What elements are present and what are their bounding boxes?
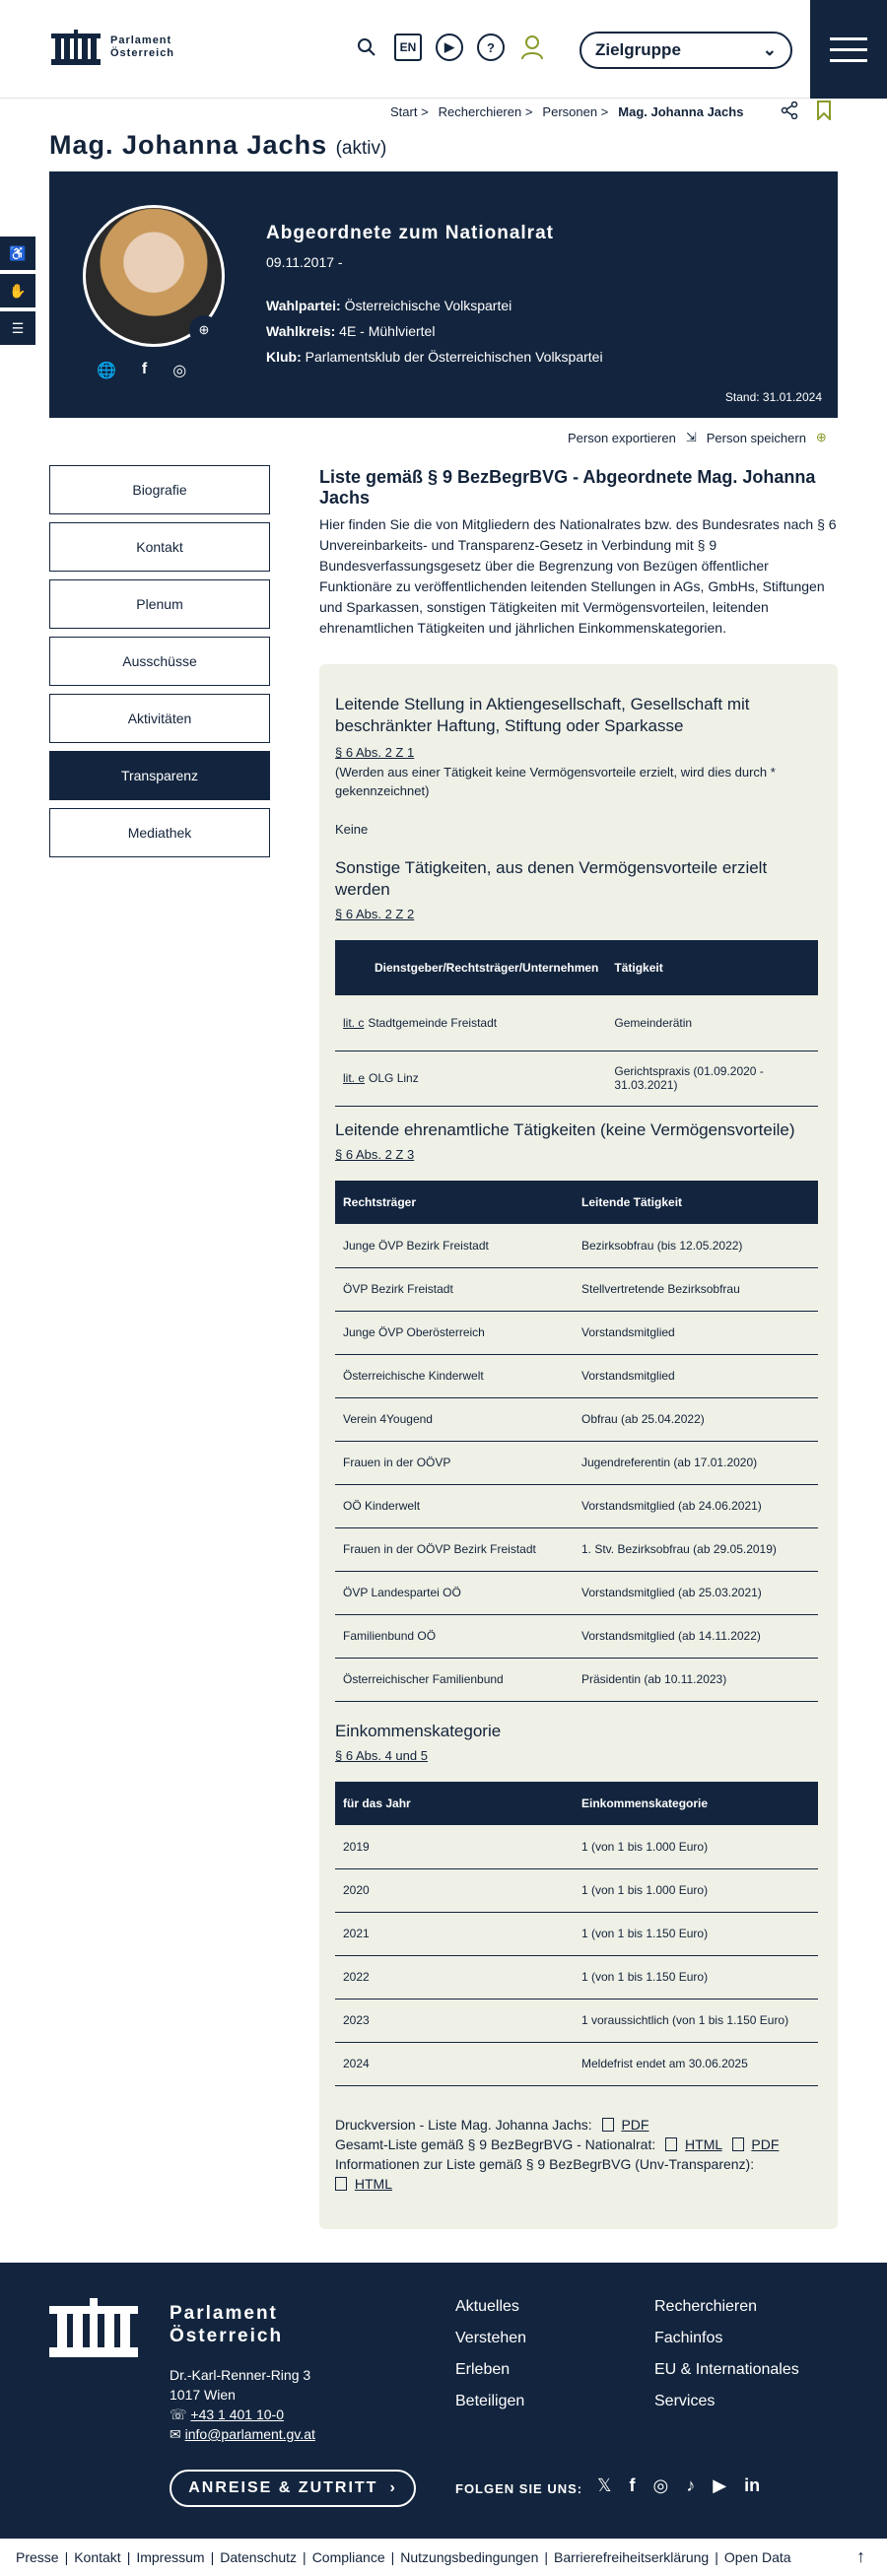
table-row: ÖVP Bezirk Freistadt Stellvertretende Bezirksobfrau: [335, 1267, 818, 1311]
website-globe-icon[interactable]: 🌐: [97, 363, 116, 379]
table-row: 2019 1 (von 1 bis 1.000 Euro): [335, 1825, 818, 1868]
table-row: 2021 1 (von 1 bis 1.150 Euro): [335, 1912, 818, 1955]
person-actions: [568, 430, 827, 445]
directions-access-button[interactable]: ANREISE & ZUTRITT ›: [170, 2470, 416, 2507]
user-account-icon[interactable]: [518, 34, 546, 61]
bottom-link-kontakt[interactable]: Kontakt: [74, 2549, 121, 2565]
sec4-col2-header: Einkommenskategorie: [574, 1782, 818, 1825]
target-group-select[interactable]: [580, 32, 792, 69]
person-status: (aktiv): [335, 138, 387, 159]
nav-aktivitaeten[interactable]: Aktivitäten: [49, 694, 270, 743]
sec1-law-link[interactable]: § 6 Abs. 2 Z 1: [335, 745, 415, 760]
footer-social-links: [597, 2475, 760, 2496]
target-group-value: Zielgruppe: [595, 40, 681, 59]
profile-stand-date: Stand: 31.01.2024: [724, 390, 822, 404]
bottom-link-open-data[interactable]: Open Data: [723, 2549, 791, 2565]
info-html-link[interactable]: HTML: [354, 2176, 393, 2192]
page-title: [49, 130, 386, 161]
follow-us-label: FOLGEN SIE UNS:: [455, 2481, 583, 2496]
bottom-link-datenschutz[interactable]: Datenschutz: [220, 2549, 298, 2565]
table-row: lit. e OLG Linz Gerichtspraxis (01.09.2020 - 31.03.2021): [335, 1051, 818, 1106]
page-tools: [781, 101, 832, 125]
logo-line1: Parlament: [110, 34, 172, 46]
footer-link-services[interactable]: Services: [654, 2393, 716, 2409]
sec4-heading: Einkommenskategorie: [335, 1722, 502, 1740]
profile-role: Abgeordnete zum Nationalrat: [266, 223, 554, 243]
table-row: Familienbund OÖ Vorstandsmitglied (ab 14.11.2022): [335, 1614, 818, 1658]
profile-navigation: [49, 465, 270, 857]
nav-transparenz[interactable]: Transparenz: [49, 751, 270, 800]
footer-link-verstehen[interactable]: Verstehen: [455, 2330, 527, 2346]
footer-link-erleben[interactable]: Erleben: [455, 2361, 511, 2378]
easy-language-icon[interactable]: ☰: [0, 311, 35, 345]
sec2-col2-header: Tätigkeit: [606, 940, 818, 995]
info-text: Informationen zur Liste gemäß § 9 BezBegrBVG (Unv-Transparenz):: [335, 2156, 755, 2172]
profile-social-links: [97, 361, 186, 380]
footer-link-beteiligen[interactable]: Beteiligen: [455, 2393, 525, 2409]
breadcrumb-personen[interactable]: Personen >: [542, 104, 609, 119]
header-tools: [353, 34, 546, 61]
hamburger-menu-button[interactable]: [810, 0, 887, 99]
parliament-logo-icon: [51, 30, 101, 65]
table-row: 2022 1 (von 1 bis 1.150 Euro): [335, 1955, 818, 1999]
footer-link-recherchieren[interactable]: Recherchieren: [654, 2298, 758, 2315]
sec3-heading: Leitende ehrenamtliche Tätigkeiten (keine Vermögensvorteile): [335, 1120, 795, 1139]
search-icon[interactable]: [353, 34, 380, 61]
parliament-logo-icon: [49, 2298, 138, 2357]
language-button[interactable]: EN: [394, 34, 422, 61]
profile-banner: [49, 171, 838, 418]
export-icon[interactable]: ⇲: [685, 430, 697, 444]
sign-language-icon[interactable]: ✋: [0, 274, 35, 307]
profile-wahlpartei: Wahlpartei: Österreichische Volkspartei: [266, 298, 512, 313]
footer-bottom-bar: Presse | Kontakt | Impressum | Datenschutz | Compliance | Nutzungsbedingungen | Barrierefreiheitserklärung | Open Data ↑: [0, 2539, 887, 2576]
lit-link[interactable]: lit. e: [343, 1071, 366, 1085]
breadcrumb-current: Mag. Johanna Jachs: [618, 104, 744, 119]
table-row: OÖ Kinderwelt Vorstandsmitglied (ab 24.06.2021): [335, 1484, 818, 1527]
sec3-law-link[interactable]: § 6 Abs. 2 Z 3: [335, 1147, 415, 1162]
site-logo[interactable]: [51, 30, 174, 65]
nav-biografie[interactable]: Biografie: [49, 465, 270, 514]
table-row: Österreichische Kinderwelt Vorstandsmitglied: [335, 1354, 818, 1397]
table-row: 2020 1 (von 1 bis 1.000 Euro): [335, 1868, 818, 1912]
profile-wahlkreis: Wahlkreis: 4E - Mühlviertel: [266, 323, 436, 339]
table-row: Frauen in der OÖVP Bezirk Freistadt 1. Stv. Bezirksobfrau (ab 29.05.2019): [335, 1527, 818, 1571]
tiktok-icon[interactable]: ♪: [686, 2475, 696, 2495]
table-row: lit. c Stadtgemeinde Freistadt Gemeinderätin: [335, 995, 818, 1051]
table-row: ÖVP Landespartei OÖ Vorstandsmitglied (ab 25.03.2021): [335, 1571, 818, 1614]
logo-line2: Österreich: [110, 47, 175, 59]
table-row: Verein 4Yougend Obfrau (ab 25.04.2022): [335, 1397, 818, 1441]
sec2-col1-header: Dienstgeber/Rechtsträger/Unternehmen: [335, 940, 606, 995]
chevron-down-icon: ⌄: [762, 40, 777, 59]
footer-link-fachinfos[interactable]: Fachinfos: [654, 2330, 723, 2346]
footer-nav-col2: [654, 2298, 799, 2410]
nav-ausschuesse[interactable]: Ausschüsse: [49, 637, 270, 686]
pdf-file-icon: [602, 2118, 614, 2132]
zoom-in-icon[interactable]: ⊕: [189, 315, 219, 345]
phone-icon: ☏: [170, 2407, 191, 2422]
bottom-link-impressum[interactable]: Impressum: [136, 2549, 205, 2565]
print-pdf-link[interactable]: PDF: [621, 2117, 649, 2133]
footer-nav-col1: [455, 2298, 526, 2410]
help-icon[interactable]: ?: [477, 34, 505, 61]
nav-mediathek[interactable]: Mediathek: [49, 808, 270, 857]
sec4-col1-header: für das Jahr: [335, 1782, 574, 1825]
nav-plenum[interactable]: Plenum: [49, 579, 270, 629]
sec2-table: [335, 940, 818, 1107]
table-row: Österreichischer Familienbund Präsidentin (ab 10.11.2023): [335, 1658, 818, 1701]
pdf-file-icon: [732, 2137, 744, 2151]
x-twitter-icon[interactable]: 𝕏: [597, 2475, 612, 2495]
bottom-link-barrierefreiheit[interactable]: Barrierefreiheitserklärung: [554, 2549, 710, 2565]
bookmark-icon[interactable]: [816, 101, 832, 125]
html-file-icon: [665, 2137, 677, 2151]
share-icon[interactable]: [781, 102, 798, 124]
footer-address: Dr.-Karl-Renner-Ring 3 1017 Wien ☏ +43 1 401 10-0 ✉ info@parlament.gv.at: [170, 2367, 315, 2442]
lit-link[interactable]: lit. c: [343, 1015, 365, 1030]
site-header: [0, 0, 887, 99]
email-link[interactable]: info@parlament.gv.at: [184, 2426, 315, 2442]
full-list-html-link[interactable]: HTML: [685, 2136, 722, 2152]
table-row: 2023 1 voraussichtlich (von 1 bis 1.150 Euro): [335, 1999, 818, 2042]
sec1-value: Keine: [335, 822, 369, 837]
downloads: Druckversion - Liste Mag. Johanna Jachs: PDF Gesamt-Liste gemäß § 9 BezBegrBVG - Nationalrat: HTML PDF Informationen zur Liste gemäß § 9 BezBegrBVG (Unv-Transparenz): HTML: [335, 2115, 828, 2194]
bottom-link-compliance[interactable]: Compliance: [311, 2549, 385, 2565]
add-circle-icon[interactable]: ⊕: [815, 430, 827, 444]
accessibility-toolbar: [0, 237, 35, 345]
facebook-icon[interactable]: f: [141, 361, 148, 377]
accessibility-icon[interactable]: ♿: [0, 237, 35, 270]
chevron-right-icon: ›: [389, 2479, 397, 2496]
bottom-link-nutzungsbedingungen[interactable]: Nutzungsbedingungen: [400, 2549, 539, 2565]
site-footer: [0, 2263, 887, 2539]
sec4-law-link[interactable]: § 6 Abs. 4 und 5: [335, 1748, 428, 1763]
person-name: Mag. Johanna Jachs: [49, 130, 328, 160]
table-row: Frauen in der OÖVP Jugendreferentin (ab 17.01.2020): [335, 1441, 818, 1484]
full-list-pdf-link[interactable]: PDF: [751, 2136, 780, 2152]
sec3-col2-header: Leitende Tätigkeit: [574, 1181, 818, 1224]
html-file-icon: [335, 2177, 347, 2191]
table-row: Junge ÖVP Oberösterreich Vorstandsmitglied: [335, 1311, 818, 1354]
transparency-panel: [319, 664, 838, 2229]
table-row: 2024 Meldefrist endet am 30.06.2025: [335, 2042, 818, 2085]
save-person-button[interactable]: Person speichern: [706, 430, 806, 445]
breadcrumb: [390, 104, 743, 119]
section-title: Liste gemäß § 9 BezBegrBVG - Abgeordnete Mag. Johanna Jachs: [319, 467, 816, 508]
sec2-heading: Sonstige Tätigkeiten, aus denen Vermögensvorteile erzielt werden: [335, 858, 768, 899]
sec3-col1-header: Rechtsträger: [335, 1181, 574, 1224]
sec1-note: (Werden aus einer Tätigkeit keine Vermögensvorteile erzielt, wird dies durch * gekennzeichnet): [335, 765, 776, 798]
profile-since: 09.11.2017 -: [266, 254, 343, 270]
phone-link[interactable]: +43 1 401 10-0: [190, 2407, 284, 2422]
sec1-heading: Leitende Stellung in Aktiengesellschaft, Gesellschaft mit beschränkter Haftung, Stiftung oder Sparkasse: [335, 695, 750, 735]
bottom-link-presse[interactable]: Presse: [16, 2549, 59, 2565]
sec2-law-link[interactable]: § 6 Abs. 2 Z 2: [335, 907, 415, 921]
profile-klub: Klub: Parlamentsklub der Österreichischen Volkspartei: [266, 349, 603, 365]
footer-logo-text: Parlament Österreich: [170, 2303, 284, 2346]
sec3-table: [335, 1181, 818, 1702]
mail-icon: ✉: [170, 2426, 185, 2442]
section-intro: Hier finden Sie die von Mitgliedern des Nationalrates bzw. des Bundesrates nach § 6 Unvereinbarkeits- und Transparenz-Gesetz in Verbindung mit § 9 Bundesverfassungsgesetz über die Begrenzung von Bezügen öffentlicher Funktionäre zu veröffentlichenden leitenden Stellungen in AGs, GmbHs, Stiftungen und Sparkassen, sonstigen Tätigkeiten mit Vermögensvorteilen, leitenden ehrenamtlichen Tätigkeiten und jährlichen Einkommenskategorien.: [319, 516, 837, 636]
footer-link-eu[interactable]: EU & Internationales: [654, 2361, 799, 2378]
facebook-icon[interactable]: f: [629, 2475, 636, 2495]
table-row: Junge ÖVP Bezirk Freistadt Bezirksobfrau (bis 12.05.2022): [335, 1224, 818, 1267]
nav-kontakt[interactable]: Kontakt: [49, 522, 270, 572]
footer-link-aktuelles[interactable]: Aktuelles: [455, 2298, 519, 2315]
instagram-icon[interactable]: ◎: [652, 2475, 669, 2495]
linkedin-icon[interactable]: in: [744, 2475, 761, 2495]
video-play-icon[interactable]: ▶: [436, 34, 463, 61]
sec4-table: [335, 1782, 818, 2086]
instagram-icon[interactable]: ◎: [172, 363, 187, 379]
export-person-button[interactable]: Person exportieren: [568, 430, 676, 445]
scroll-to-top-icon[interactable]: ↑: [856, 2546, 865, 2566]
youtube-icon[interactable]: ▶: [713, 2475, 727, 2495]
breadcrumb-start[interactable]: Start >: [390, 104, 429, 119]
breadcrumb-recherchieren[interactable]: Recherchieren >: [438, 104, 533, 119]
